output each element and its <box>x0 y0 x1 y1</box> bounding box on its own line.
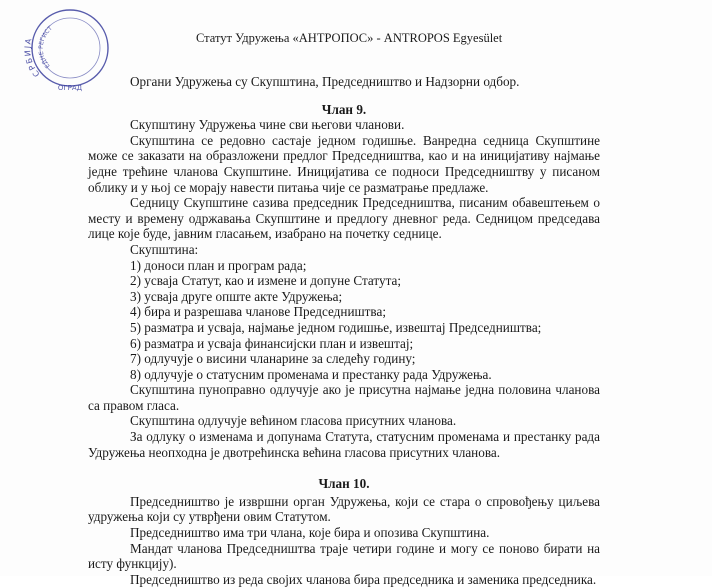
article-9-paragraph-3: Седницу Скупштине сазива председник Председништва, писаним обавештењем о месту и времену одржавања Скупштине и предлогу дневног реда. Седницом председава лице које буде, јавним гласањем, изабрано на почетку седнице. <box>88 195 600 242</box>
list-item: 7) одлучује о висини чланарине за следећу годину; <box>130 351 416 367</box>
list-item: 8) одлучује о статусним променама и престанку рада Удружења. <box>130 366 492 382</box>
article-9-list-intro: Скупштина: <box>130 241 199 257</box>
article-9-paragraph-4: Скупштина пуноправно одлучује ако је присутна најмање једна половина чланова са правом гласа. <box>88 382 600 413</box>
article-10-paragraph-1: Председништво је извршни орган Удружења, који се стара о спровођењу циљева удружења који су утврђени овим Статутом. <box>88 493 600 525</box>
intro-paragraph: Органи Удружења су Скупштина, Председништво и Надзорни одбор. <box>130 74 520 89</box>
stamp-text-outer: СРБИЈА <box>22 36 42 79</box>
list-item: 4) бира и разрешава чланове Председништва; <box>130 304 386 320</box>
article-9-paragraph-6: За одлуку о изменама и допунама Статута, статусним променама и престанку рада Удружења неопходна је двотрећинска већина гласова присутних чланова. <box>88 429 600 460</box>
article-9-paragraph-5: Скупштина одлучује већином гласова присутних чланова. <box>130 413 457 429</box>
list-item: 6) разматра и усваја финансијски план и извештај; <box>130 335 414 351</box>
article-10-paragraph-2: Председништво има три члана, које бира и опозива Скупштина. <box>130 525 490 541</box>
list-item: 2) усваја Статут, као и измене и допуне Статута; <box>130 273 402 289</box>
list-item: 5) разматра и усваја, најмање једном годишње, извештај Председништва; <box>130 319 542 335</box>
document-body <box>88 74 600 587</box>
article-9-paragraph-2: Скупштина се редовно састаје једном годишње. Ванредна седница Скупштине може се заказати на образложени предлог Председништва, као и на иницијативу најмање једне трећине чланова Скупштине. Иницијатива се подноси Председништву у писаном облику и у њој се морају навести питања чије се разматрање предлаже. <box>88 132 600 195</box>
list-item: 1) доноси план и програм рада; <box>130 257 307 273</box>
document-header: Статут Удружења «АНТРОПОС» - ANTROPOS Egyesület <box>196 31 503 45</box>
article-10-paragraph-3: Мандат чланова Председништва траје четири године и могу се поново бирати на исту функцију). <box>88 540 600 572</box>
svg-text:ЕДНЕ РЕГИСТ <box>38 25 54 70</box>
stamp-text-inner: ЕДНЕ РЕГИСТ <box>37 24 54 70</box>
article-10-paragraph-4: Председништво из реда својих чланова бира председника и заменика председника. <box>130 571 597 587</box>
assembly-duties-list <box>88 258 600 383</box>
article-9-heading: Члан 9. <box>321 101 367 117</box>
stamp-text-bottom: ОГРАД <box>57 84 83 92</box>
article-10-heading: Члан 10. <box>318 476 370 492</box>
list-item: 3) усваја друге опште акте Удружења; <box>130 288 343 304</box>
article-9-paragraph-1: Скупштину Удружења чине сви његови чланови. <box>130 117 405 133</box>
